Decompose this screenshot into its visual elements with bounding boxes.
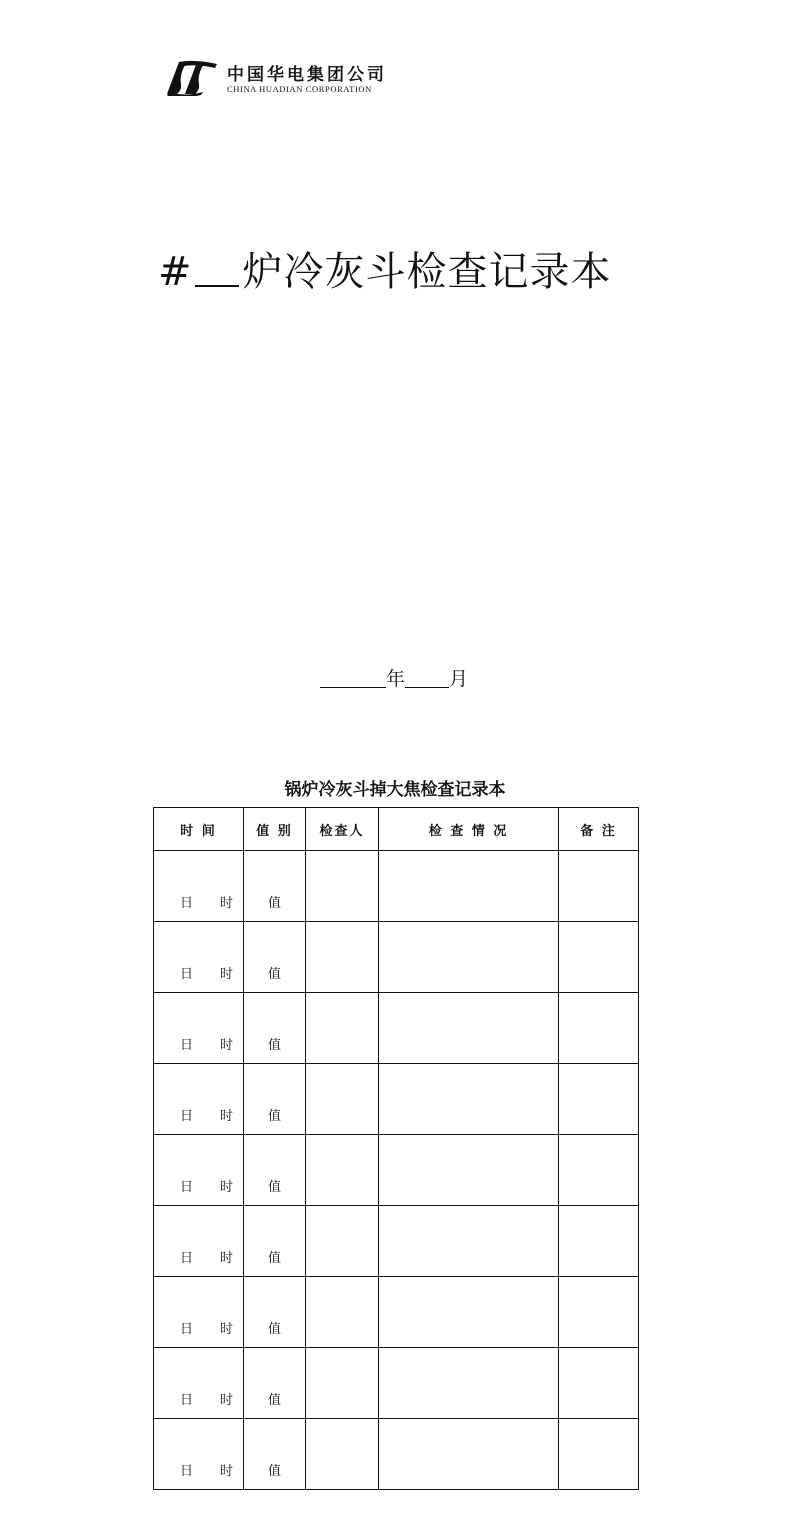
day-label: 日 <box>180 1393 194 1408</box>
table-row <box>154 922 639 993</box>
company-name-en: CHINA HUADIAN CORPORATION <box>227 84 372 94</box>
table-row <box>154 1206 639 1277</box>
time-cell[interactable] <box>154 1135 244 1206</box>
inspector-cell[interactable] <box>306 993 379 1064</box>
header-inspection-status: 检 查 情 况 <box>379 808 559 851</box>
shift-cell[interactable] <box>244 1419 306 1490</box>
shift-cell[interactable] <box>244 851 306 922</box>
table-row <box>154 851 639 922</box>
header-time: 时 间 <box>154 808 244 851</box>
header-shift: 值 别 <box>244 808 306 851</box>
inspection-status-cell[interactable] <box>379 922 559 993</box>
shift-label: 值 <box>267 1109 281 1124</box>
table-row <box>154 1419 639 1490</box>
inspection-status-cell[interactable] <box>379 1277 559 1348</box>
hour-label: 时 <box>219 1393 233 1408</box>
shift-cell[interactable] <box>244 1135 306 1206</box>
shift-label: 值 <box>267 1322 281 1337</box>
hour-label: 时 <box>219 1251 233 1266</box>
inspector-cell[interactable] <box>306 922 379 993</box>
year-label: 年 <box>386 668 406 690</box>
shift-label: 值 <box>267 896 281 911</box>
time-cell[interactable] <box>154 922 244 993</box>
remarks-cell[interactable] <box>559 1064 639 1135</box>
shift-cell[interactable] <box>244 1064 306 1135</box>
inspection-status-cell[interactable] <box>379 993 559 1064</box>
day-label: 日 <box>180 1251 194 1266</box>
table-title: 锅炉冷灰斗掉大焦检查记录本 <box>284 780 506 800</box>
hour-label: 时 <box>219 896 233 911</box>
inspection-status-cell[interactable] <box>379 1135 559 1206</box>
time-cell[interactable] <box>154 1277 244 1348</box>
day-label: 日 <box>180 1464 194 1479</box>
hour-label: 时 <box>219 1464 233 1479</box>
day-label: 日 <box>180 967 194 982</box>
time-cell[interactable] <box>154 1348 244 1419</box>
inspection-status-cell[interactable] <box>379 1064 559 1135</box>
header-inspector: 检查人 <box>306 808 379 851</box>
time-cell[interactable] <box>154 851 244 922</box>
time-cell[interactable] <box>154 1064 244 1135</box>
page-title <box>158 240 612 297</box>
title-number-blank <box>195 285 239 287</box>
inspection-status-cell[interactable] <box>379 1419 559 1490</box>
year-blank <box>320 687 386 688</box>
date-line <box>320 664 468 691</box>
inspection-status-cell[interactable] <box>379 1348 559 1419</box>
remarks-cell[interactable] <box>559 1419 639 1490</box>
hour-label: 时 <box>219 1038 233 1053</box>
inspection-status-cell[interactable] <box>379 851 559 922</box>
time-cell[interactable] <box>154 993 244 1064</box>
day-label: 日 <box>180 1109 194 1124</box>
header-remarks: 备 注 <box>559 808 639 851</box>
table-row <box>154 1348 639 1419</box>
month-blank <box>405 687 449 688</box>
company-name-cn: 中国华电集团公司 <box>227 65 387 85</box>
month-label: 月 <box>449 668 469 690</box>
shift-cell[interactable] <box>244 1206 306 1277</box>
title-text: 炉冷灰斗检查记录本 <box>242 249 612 295</box>
remarks-cell[interactable] <box>559 1135 639 1206</box>
day-label: 日 <box>180 1038 194 1053</box>
remarks-cell[interactable] <box>559 1206 639 1277</box>
shift-label: 值 <box>267 1464 281 1479</box>
shift-label: 值 <box>267 1393 281 1408</box>
shift-label: 值 <box>267 1251 281 1266</box>
shift-cell[interactable] <box>244 1277 306 1348</box>
day-label: 日 <box>180 896 194 911</box>
table-row <box>154 1135 639 1206</box>
shift-cell[interactable] <box>244 922 306 993</box>
inspector-cell[interactable] <box>306 1348 379 1419</box>
title-prefix: # <box>158 249 193 295</box>
inspector-cell[interactable] <box>306 1277 379 1348</box>
remarks-cell[interactable] <box>559 1277 639 1348</box>
remarks-cell[interactable] <box>559 922 639 993</box>
time-cell[interactable] <box>154 1419 244 1490</box>
inspector-cell[interactable] <box>306 851 379 922</box>
inspection-log-table <box>153 807 639 1490</box>
day-label: 日 <box>180 1322 194 1337</box>
time-cell[interactable] <box>154 1206 244 1277</box>
hour-label: 时 <box>219 1322 233 1337</box>
hour-label: 时 <box>219 1109 233 1124</box>
inspector-cell[interactable] <box>306 1419 379 1490</box>
table-row <box>154 993 639 1064</box>
hour-label: 时 <box>219 967 233 982</box>
inspector-cell[interactable] <box>306 1206 379 1277</box>
huadian-logo-icon <box>165 60 219 96</box>
day-label: 日 <box>180 1180 194 1195</box>
company-logo <box>165 58 415 98</box>
inspection-status-cell[interactable] <box>379 1206 559 1277</box>
shift-cell[interactable] <box>244 1348 306 1419</box>
table-row <box>154 1064 639 1135</box>
table-row <box>154 1277 639 1348</box>
shift-label: 值 <box>267 967 281 982</box>
inspector-cell[interactable] <box>306 1064 379 1135</box>
shift-cell[interactable] <box>244 993 306 1064</box>
remarks-cell[interactable] <box>559 1348 639 1419</box>
remarks-cell[interactable] <box>559 851 639 922</box>
shift-label: 值 <box>267 1180 281 1195</box>
remarks-cell[interactable] <box>559 993 639 1064</box>
inspector-cell[interactable] <box>306 1135 379 1206</box>
table-header-row <box>154 808 639 851</box>
shift-label: 值 <box>267 1038 281 1053</box>
hour-label: 时 <box>219 1180 233 1195</box>
